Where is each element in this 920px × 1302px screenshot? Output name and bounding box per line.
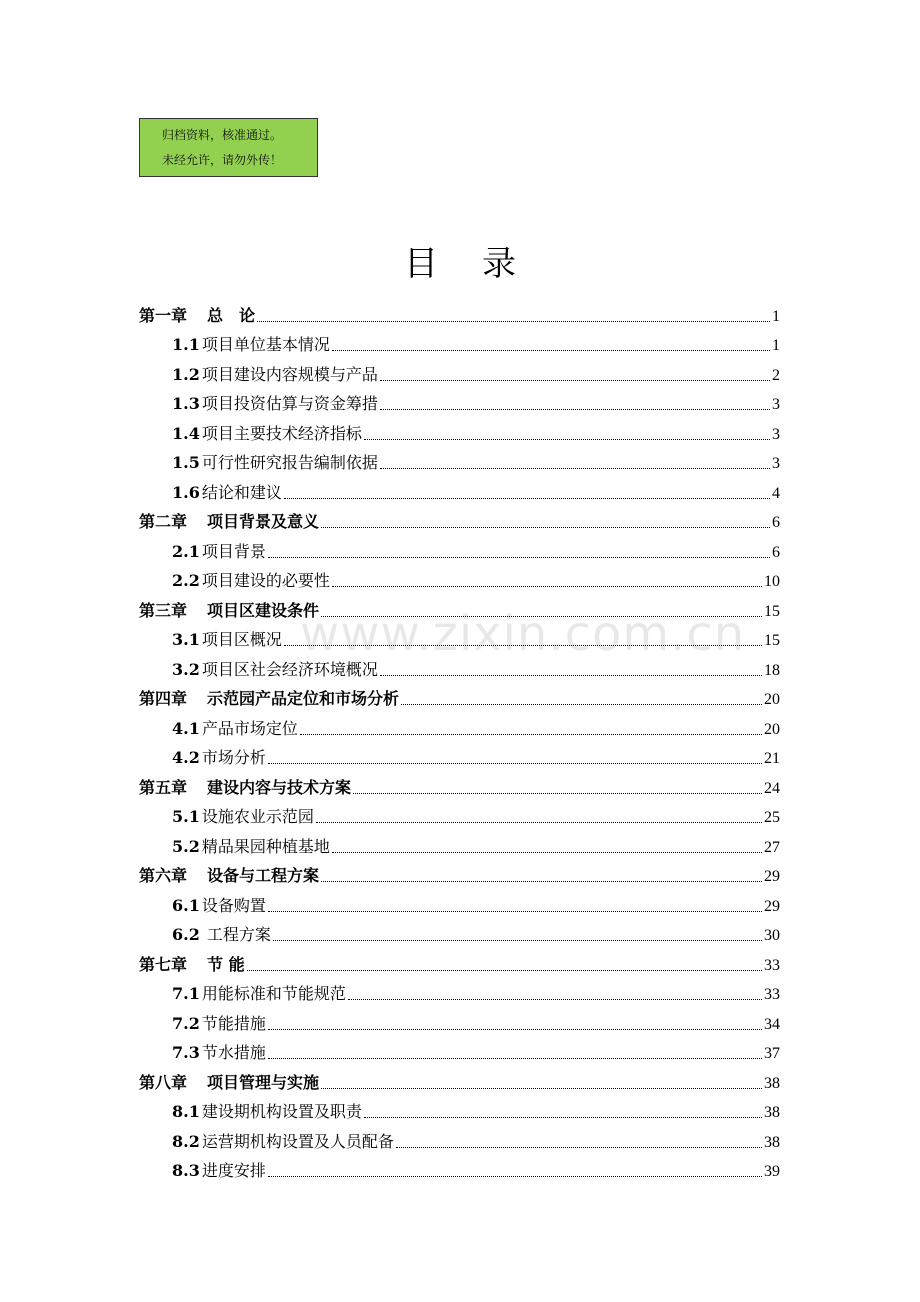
toc-entry-number: 7.3 bbox=[172, 1043, 200, 1062]
toc-chapter-entry[interactable] bbox=[139, 680, 780, 710]
toc-page-number: 34 bbox=[764, 1015, 780, 1033]
toc-entry-title: 项目主要技术经济指标 bbox=[201, 423, 362, 443]
toc-entry-title: 项目区概况 bbox=[201, 630, 282, 649]
toc-entry-number: 8.3 bbox=[172, 1161, 200, 1180]
toc-chapter-entry[interactable] bbox=[139, 945, 780, 975]
toc-entry-number: 6.2 bbox=[172, 925, 200, 944]
toc-entry-number: 第一章 bbox=[139, 305, 188, 325]
toc-entry-number: 1.6 bbox=[172, 482, 200, 502]
toc-dot-leader bbox=[284, 644, 762, 646]
toc-entry-title: 项目区建设条件 bbox=[207, 600, 320, 620]
toc-chapter-entry[interactable] bbox=[139, 591, 780, 621]
toc-section-entry[interactable] bbox=[139, 326, 780, 356]
toc-entry-number: 4.2 bbox=[172, 748, 200, 767]
toc-dot-leader bbox=[353, 792, 762, 794]
toc-entry-label bbox=[172, 1099, 362, 1122]
toc-section-entry[interactable] bbox=[139, 562, 780, 592]
toc-section-entry[interactable] bbox=[139, 739, 780, 769]
toc-entry-title: 设备购置 bbox=[201, 895, 266, 915]
toc-entry-title: 项目投资估算与资金筹措 bbox=[201, 394, 378, 413]
toc-page-number: 3 bbox=[772, 396, 780, 413]
toc-page-number: 33 bbox=[764, 956, 780, 974]
stamp-line-1: 归档资料，核准通过。 bbox=[162, 128, 283, 142]
toc-entry-label bbox=[172, 1040, 266, 1063]
toc-entry-number: 第七章 bbox=[139, 954, 188, 974]
toc-entry-title: 项目背景 bbox=[201, 541, 266, 561]
toc-dot-leader bbox=[380, 467, 770, 469]
toc-dot-leader bbox=[300, 733, 762, 735]
toc-page-number: 6 bbox=[772, 514, 780, 531]
toc-chapter-entry[interactable] bbox=[139, 296, 780, 326]
toc-page-number: 10 bbox=[764, 573, 780, 590]
toc-entry-title: 项目管理与实施 bbox=[207, 1072, 320, 1092]
stamp-line-2: 未经允许，请勿外传！ bbox=[162, 153, 283, 167]
toc-entry-number: 第二章 bbox=[139, 512, 188, 531]
toc-entry-label bbox=[139, 863, 319, 886]
toc-entry-title: 总 论 bbox=[207, 305, 256, 325]
toc-entry-label bbox=[172, 362, 378, 385]
toc-entry-label bbox=[139, 303, 255, 326]
toc-entry-label bbox=[172, 391, 378, 414]
toc-section-entry[interactable] bbox=[139, 385, 780, 415]
toc-entry-label bbox=[139, 598, 319, 621]
archive-stamp bbox=[139, 118, 318, 177]
toc-dot-leader bbox=[257, 320, 770, 322]
toc-section-entry[interactable] bbox=[139, 444, 780, 474]
toc-entry-label bbox=[172, 657, 378, 680]
toc-entry-number: 3.1 bbox=[172, 630, 200, 649]
toc-chapter-entry[interactable] bbox=[139, 503, 780, 533]
toc-dot-leader bbox=[321, 615, 762, 617]
toc-section-entry[interactable] bbox=[139, 355, 780, 385]
toc-dot-leader bbox=[321, 880, 762, 882]
toc-page-number: 38 bbox=[764, 1133, 780, 1151]
toc-dot-leader bbox=[332, 585, 762, 587]
toc-page-number: 39 bbox=[764, 1163, 780, 1180]
toc-entry-title: 设施农业示范园 bbox=[201, 807, 314, 826]
toc-page-number: 30 bbox=[764, 927, 780, 944]
toc-page-number: 20 bbox=[764, 720, 780, 738]
toc-entry-number: 7.2 bbox=[172, 1013, 200, 1033]
toc-dot-leader bbox=[348, 998, 762, 1000]
toc-entry-number: 第六章 bbox=[139, 866, 188, 885]
toc-entry-number: 1.3 bbox=[172, 394, 200, 413]
toc-entry-number: 第五章 bbox=[139, 777, 188, 797]
toc-page-number: 33 bbox=[764, 986, 780, 1003]
toc-dot-leader bbox=[268, 556, 770, 558]
toc-page-number: 21 bbox=[764, 750, 780, 767]
toc-entry-label bbox=[139, 509, 319, 532]
toc-section-entry[interactable] bbox=[139, 1093, 780, 1123]
toc-entry-number: 7.1 bbox=[172, 984, 200, 1003]
toc-entry-title: 进度安排 bbox=[201, 1161, 266, 1180]
toc-dot-leader bbox=[364, 438, 770, 440]
toc-dot-leader bbox=[247, 969, 762, 971]
toc-section-entry[interactable] bbox=[139, 798, 780, 828]
toc-section-entry[interactable] bbox=[139, 827, 780, 857]
toc-entry-label bbox=[139, 775, 351, 798]
toc-entry-title: 项目背景及意义 bbox=[207, 512, 320, 531]
toc-entry-label bbox=[172, 745, 266, 768]
toc-section-entry[interactable] bbox=[139, 1152, 780, 1182]
toc-entry-label bbox=[172, 893, 266, 916]
toc-entry-number: 第三章 bbox=[139, 600, 188, 620]
toc-entry-title: 节能措施 bbox=[201, 1013, 266, 1033]
toc-section-entry[interactable] bbox=[139, 975, 780, 1005]
toc-section-entry[interactable] bbox=[139, 414, 780, 444]
toc-entry-label bbox=[172, 804, 314, 827]
toc-page-number: 1 bbox=[772, 307, 780, 325]
toc-entry-label bbox=[172, 981, 346, 1004]
toc-dot-leader bbox=[268, 1175, 762, 1177]
toc-page-number: 20 bbox=[764, 691, 780, 708]
toc-section-entry[interactable] bbox=[139, 621, 780, 651]
toc-entry-number: 第八章 bbox=[139, 1072, 188, 1092]
toc-entry-title: 节 能 bbox=[207, 954, 245, 974]
toc-page-number: 15 bbox=[764, 602, 780, 620]
toc-dot-leader bbox=[268, 1057, 762, 1059]
toc-page-number: 37 bbox=[764, 1045, 780, 1062]
toc-page-number: 3 bbox=[772, 425, 780, 443]
toc-page-number: 24 bbox=[764, 779, 780, 797]
toc-page-number: 38 bbox=[764, 1074, 780, 1092]
toc-entry-number: 8.2 bbox=[172, 1131, 200, 1151]
toc-entry-label bbox=[172, 421, 362, 444]
toc-page-number: 4 bbox=[772, 484, 780, 502]
toc-page-number: 29 bbox=[764, 868, 780, 885]
toc-page-number: 15 bbox=[764, 632, 780, 649]
toc-entry-label bbox=[139, 686, 399, 709]
toc-entry-label bbox=[172, 922, 271, 945]
toc-entry-label bbox=[172, 332, 330, 355]
toc-page-number: 38 bbox=[764, 1104, 780, 1121]
toc-dot-leader bbox=[268, 1028, 762, 1030]
toc-section-entry[interactable] bbox=[139, 916, 780, 946]
toc-entry-label bbox=[172, 1129, 394, 1152]
toc-dot-leader bbox=[364, 1116, 762, 1118]
toc-entry-title: 工程方案 bbox=[201, 925, 271, 944]
toc-dot-leader bbox=[268, 762, 762, 764]
toc-dot-leader bbox=[332, 851, 762, 853]
toc-entry-label bbox=[172, 480, 282, 503]
toc-entry-title: 结论和建议 bbox=[201, 482, 282, 502]
toc-section-entry[interactable] bbox=[139, 650, 780, 680]
toc-entry-label bbox=[139, 1070, 319, 1093]
toc-entry-label bbox=[139, 952, 245, 975]
toc-entry-number: 8.1 bbox=[172, 1102, 200, 1121]
toc-entry-title: 建设期机构设置及职责 bbox=[201, 1102, 362, 1121]
toc-entry-title: 项目单位基本情况 bbox=[201, 335, 330, 354]
toc-page-number: 6 bbox=[772, 543, 780, 561]
toc-entry-number: 第四章 bbox=[139, 689, 188, 708]
toc-entry-title: 节水措施 bbox=[201, 1043, 266, 1062]
toc-entry-label bbox=[172, 716, 298, 739]
toc-entry-number: 6.1 bbox=[172, 895, 200, 915]
toc-entry-number: 2.1 bbox=[172, 541, 200, 561]
toc-page-number: 1 bbox=[772, 337, 780, 354]
toc-entry-label bbox=[172, 1011, 266, 1034]
toc-entry-title: 项目区社会经济环境概况 bbox=[201, 659, 378, 679]
toc-section-entry[interactable] bbox=[139, 1034, 780, 1064]
toc-page-number: 2 bbox=[772, 366, 780, 384]
toc-page-number: 18 bbox=[764, 661, 780, 679]
toc-chapter-entry[interactable] bbox=[139, 857, 780, 887]
toc-page-number: 29 bbox=[764, 897, 780, 915]
toc-entry-title: 设备与工程方案 bbox=[207, 866, 320, 885]
toc-entry-label bbox=[172, 627, 282, 650]
toc-entry-title: 市场分析 bbox=[201, 748, 266, 767]
toc-entry-title: 可行性研究报告编制依据 bbox=[201, 453, 378, 472]
toc-entry-title: 示范园产品定位和市场分析 bbox=[207, 689, 400, 708]
toc-dot-leader bbox=[273, 939, 762, 941]
toc-entry-label bbox=[172, 539, 266, 562]
toc-entry-number: 5.2 bbox=[172, 836, 200, 856]
toc-dot-leader bbox=[332, 349, 770, 351]
toc-dot-leader bbox=[321, 1087, 762, 1089]
toc-dot-leader bbox=[284, 497, 770, 499]
toc-entry-title: 产品市场定位 bbox=[201, 718, 298, 738]
toc-entry-number: 3.2 bbox=[172, 659, 200, 679]
toc-entry-title: 用能标准和节能规范 bbox=[201, 984, 346, 1003]
toc-dot-leader bbox=[380, 674, 762, 676]
toc-entry-label bbox=[172, 568, 330, 591]
toc-entry-number: 1.4 bbox=[172, 423, 200, 443]
toc-chapter-entry[interactable] bbox=[139, 1063, 780, 1093]
toc-entry-number: 4.1 bbox=[172, 718, 200, 738]
watermark: www.zixin.com.cn bbox=[300, 606, 746, 662]
toc-section-entry[interactable] bbox=[139, 473, 780, 503]
toc-entry-title: 建设内容与技术方案 bbox=[207, 777, 352, 797]
toc-entry-title: 项目建设内容规模与产品 bbox=[201, 364, 378, 384]
toc-dot-leader bbox=[316, 821, 762, 823]
toc-section-entry[interactable] bbox=[139, 709, 780, 739]
toc-chapter-entry[interactable] bbox=[139, 768, 780, 798]
toc-dot-leader bbox=[380, 408, 770, 410]
toc-dot-leader bbox=[321, 526, 770, 528]
toc-entry-number: 5.1 bbox=[172, 807, 200, 826]
toc-dot-leader bbox=[268, 910, 762, 912]
toc-page-number: 3 bbox=[772, 455, 780, 472]
toc-section-entry[interactable] bbox=[139, 886, 780, 916]
table-of-contents bbox=[139, 296, 780, 1181]
toc-entry-number: 1.5 bbox=[172, 453, 200, 472]
toc-entry-number: 1.1 bbox=[172, 335, 200, 354]
toc-page-number: 27 bbox=[764, 838, 780, 856]
toc-entry-label bbox=[172, 1158, 266, 1181]
page-title: 目录 bbox=[404, 244, 560, 284]
toc-dot-leader bbox=[401, 703, 762, 705]
toc-dot-leader bbox=[396, 1146, 762, 1148]
toc-entry-title: 精品果园种植基地 bbox=[201, 836, 330, 856]
toc-entry-title: 运营期机构设置及人员配备 bbox=[201, 1131, 394, 1151]
toc-entry-label bbox=[172, 834, 330, 857]
toc-entry-number: 1.2 bbox=[172, 364, 200, 384]
toc-page-number: 25 bbox=[764, 809, 780, 826]
toc-section-entry[interactable] bbox=[139, 1004, 780, 1034]
toc-entry-label bbox=[172, 450, 378, 473]
toc-entry-title: 项目建设的必要性 bbox=[201, 571, 330, 590]
toc-section-entry[interactable] bbox=[139, 1122, 780, 1152]
toc-section-entry[interactable] bbox=[139, 532, 780, 562]
toc-entry-number: 2.2 bbox=[172, 571, 200, 590]
toc-dot-leader bbox=[380, 379, 770, 381]
